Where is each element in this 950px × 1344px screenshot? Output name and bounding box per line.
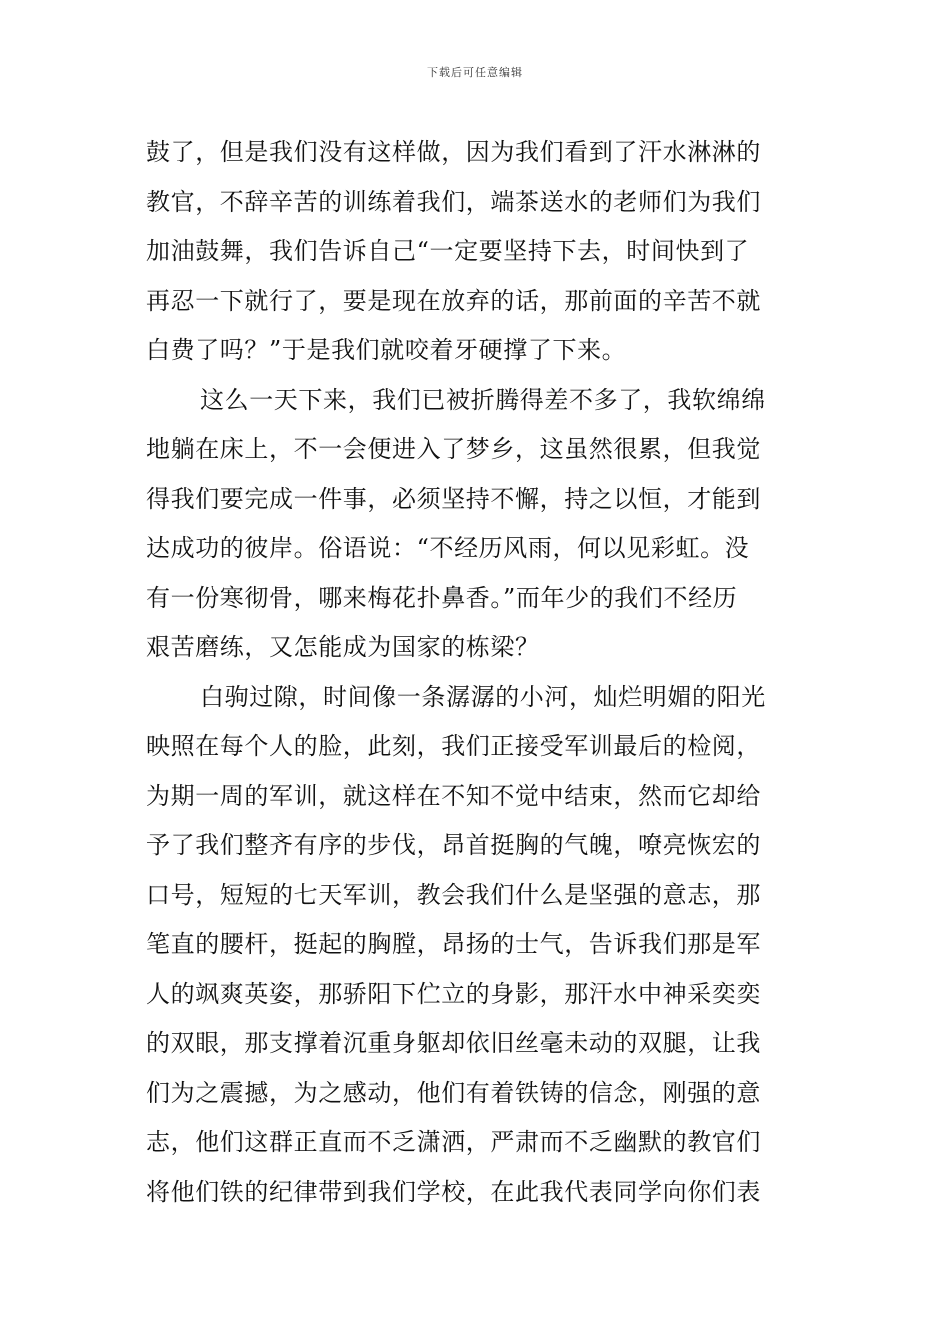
text-line: 笔直的腰杆，挺起的胸膛，昂扬的士气，告诉我们那是军 bbox=[146, 930, 761, 958]
paragraph-3 bbox=[146, 673, 806, 1218]
text-line: 得我们要完成一件事，必须坚持不懈，持之以恒，才能到 bbox=[146, 484, 761, 513]
text-line: 白费了吗？”于是我们就咬着牙硬撑了下来。 bbox=[146, 336, 627, 364]
text-line: 艰苦磨练，又怎能成为国家的栋梁？ bbox=[146, 633, 540, 661]
text-line: 鼓了，但是我们没有这样做，因为我们看到了汗水淋淋的 bbox=[146, 138, 761, 166]
text-line: 再忍一下就行了，要是现在放弃的话，那前面的辛苦不就 bbox=[146, 286, 761, 315]
text-line: 的双眼，那支撑着沉重身躯却依旧丝毫未动的双腿，让我 bbox=[146, 1029, 761, 1057]
text-line: 们为之震撼，为之感动，他们有着铁铸的信念，刚强的意 bbox=[146, 1078, 761, 1107]
text-line: 人的飒爽英姿，那骄阳下伫立的身影，那汗水中神采奕奕 bbox=[146, 979, 761, 1008]
page-header: 下载后可任意编辑 bbox=[427, 66, 523, 79]
text-line: 映照在每个人的脸，此刻，我们正接受军训最后的检阅， bbox=[146, 732, 761, 760]
paragraph-1 bbox=[146, 128, 806, 376]
paragraph-2 bbox=[146, 376, 806, 673]
text-line: 地躺在床上，不一会便进入了梦乡，这虽然很累，但我觉 bbox=[146, 435, 761, 463]
text-line: 予了我们整齐有序的步伐，昂首挺胸的气魄，嘹亮恢宏的 bbox=[146, 831, 761, 859]
text-line: 志，他们这群正直而不乏潇洒，严肃而不乏幽默的教官们 bbox=[146, 1128, 761, 1156]
text-line: 为期一周的军训，就这样在不知不觉中结束，然而它却给 bbox=[146, 781, 761, 810]
text-line: 口号，短短的七天军训，教会我们什么是坚强的意志，那 bbox=[146, 880, 761, 909]
text-line: 将他们铁的纪律带到我们学校，在此我代表同学向你们表 bbox=[146, 1177, 761, 1206]
body-text bbox=[146, 128, 806, 1217]
text-line: 教官，不辞辛苦的训练着我们，端茶送水的老师们为我们 bbox=[146, 187, 761, 216]
text-line: 这么一天下来，我们已被折腾得差不多了，我软绵绵 bbox=[200, 385, 766, 414]
text-line: 白驹过隙，时间像一条潺潺的小河，灿烂明媚的阳光 bbox=[200, 682, 766, 711]
text-line: 有一份寒彻骨，哪来梅花扑鼻香。”而年少的我们不经历 bbox=[146, 583, 738, 612]
text-line: 达成功的彼岸。俗语说：“不经历风雨，何以见彩虹。没 bbox=[146, 534, 750, 562]
text-line: 加油鼓舞，我们告诉自己“一定要坚持下去，时间快到了 bbox=[146, 237, 750, 265]
